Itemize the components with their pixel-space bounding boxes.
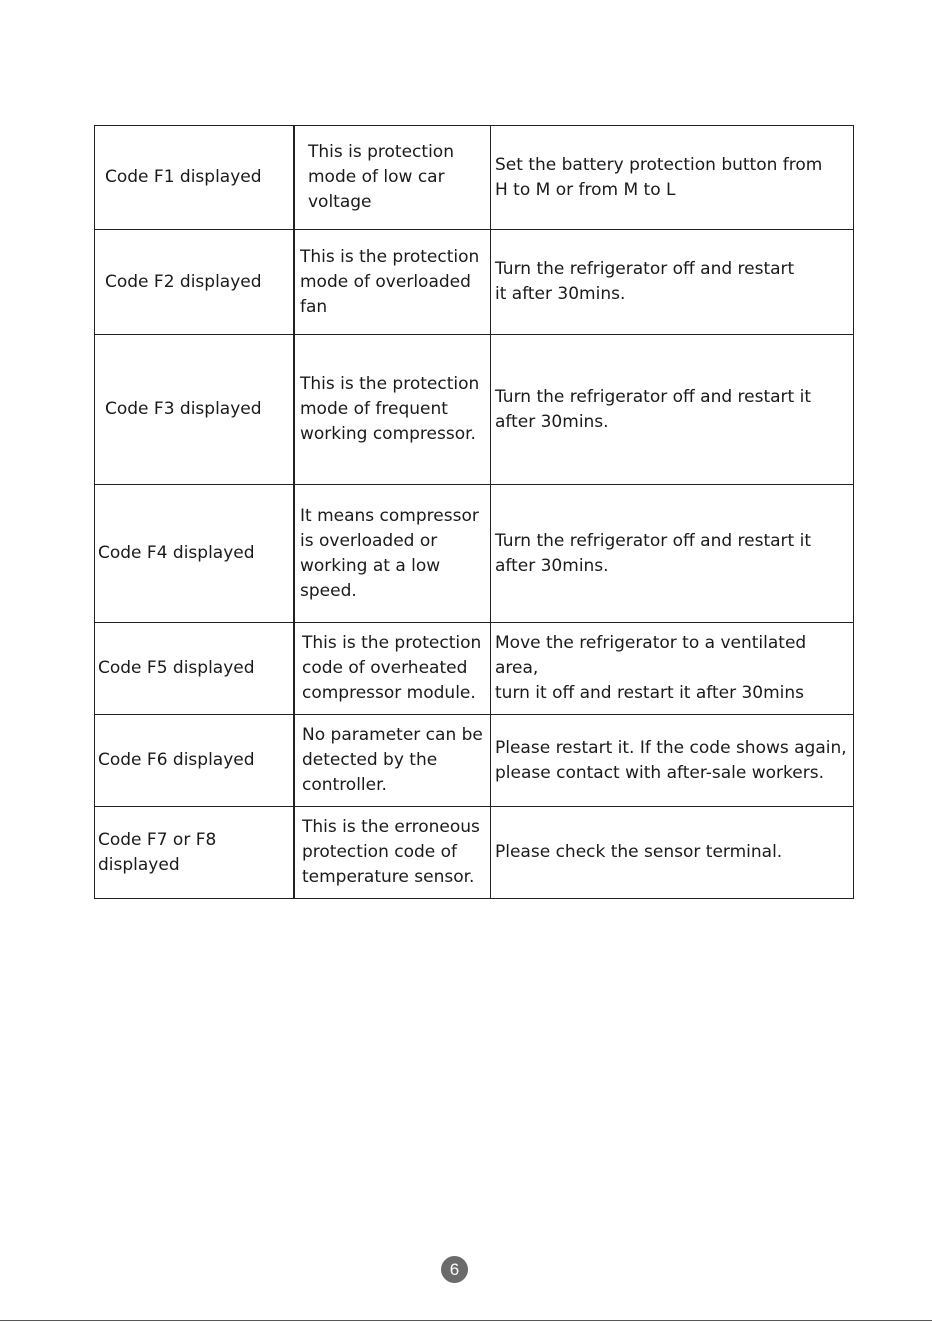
error-meaning: This is the protection mode of overloaded fan (300, 246, 480, 317)
meaning-cell (294, 126, 491, 230)
code-cell (95, 335, 295, 485)
meaning-cell (294, 230, 491, 335)
error-meaning: It means compressor is overloaded or working at a low speed. (300, 505, 479, 601)
table-row (95, 485, 854, 623)
meaning-cell (294, 807, 491, 899)
error-code: Code F6 displayed (98, 750, 255, 770)
table-row (95, 623, 854, 715)
code-cell (95, 623, 295, 715)
code-cell (95, 807, 295, 899)
solution-cell (491, 715, 854, 807)
error-solution: Please check the sensor terminal. (495, 842, 783, 862)
error-code: Code F5 displayed (98, 658, 255, 678)
error-solution: Move the refrigerator to a ventilated area, turn it off and restart it after 30mins (495, 633, 807, 703)
meaning-cell (294, 335, 491, 485)
table-row (95, 126, 854, 230)
code-cell (95, 126, 295, 230)
meaning-cell (294, 623, 491, 715)
table-row (95, 715, 854, 807)
solution-cell (491, 230, 854, 335)
error-code: Code F2 displayed (105, 271, 262, 292)
error-meaning: This is the protection mode of frequent working compressor. (300, 374, 480, 444)
solution-cell (491, 807, 854, 899)
code-cell (95, 485, 295, 623)
code-cell (95, 230, 295, 335)
error-meaning: This is protection mode of low car voltage (308, 142, 454, 212)
page-bottom-divider (0, 1320, 932, 1321)
error-meaning: This is the erroneous protection code of temperature sensor. (302, 817, 480, 887)
solution-cell (491, 485, 854, 623)
table-row (95, 335, 854, 485)
table-row (95, 807, 854, 899)
solution-cell (491, 126, 854, 230)
solution-cell (491, 335, 854, 485)
error-code: Code F4 displayed (98, 543, 255, 563)
error-code: Code F7 or F8 displayed (98, 829, 217, 875)
error-code-table (94, 125, 854, 899)
meaning-cell (294, 485, 491, 623)
error-code: Code F3 displayed (105, 399, 262, 419)
meaning-cell (294, 715, 491, 807)
error-solution: Turn the refrigerator off and restart it after 30mins. (495, 530, 812, 576)
error-solution: Turn the refrigerator off and restart it after 30mins. (495, 386, 812, 432)
error-code: Code F1 displayed (105, 167, 262, 187)
error-meaning: No parameter can be detected by the controller. (302, 725, 483, 795)
page-number-badge: 6 (441, 1256, 468, 1283)
error-solution: Turn the refrigerator off and restart it after 30mins. (495, 259, 795, 304)
error-solution: Set the battery protection button from H to M or from M to L (495, 154, 823, 200)
table-row (95, 230, 854, 335)
solution-cell (491, 623, 854, 715)
error-meaning: This is the protection code of overheated compressor module. (302, 633, 482, 703)
error-solution: Please restart it. If the code shows again, please contact with after-sale workers. (495, 737, 847, 783)
code-cell (95, 715, 295, 807)
